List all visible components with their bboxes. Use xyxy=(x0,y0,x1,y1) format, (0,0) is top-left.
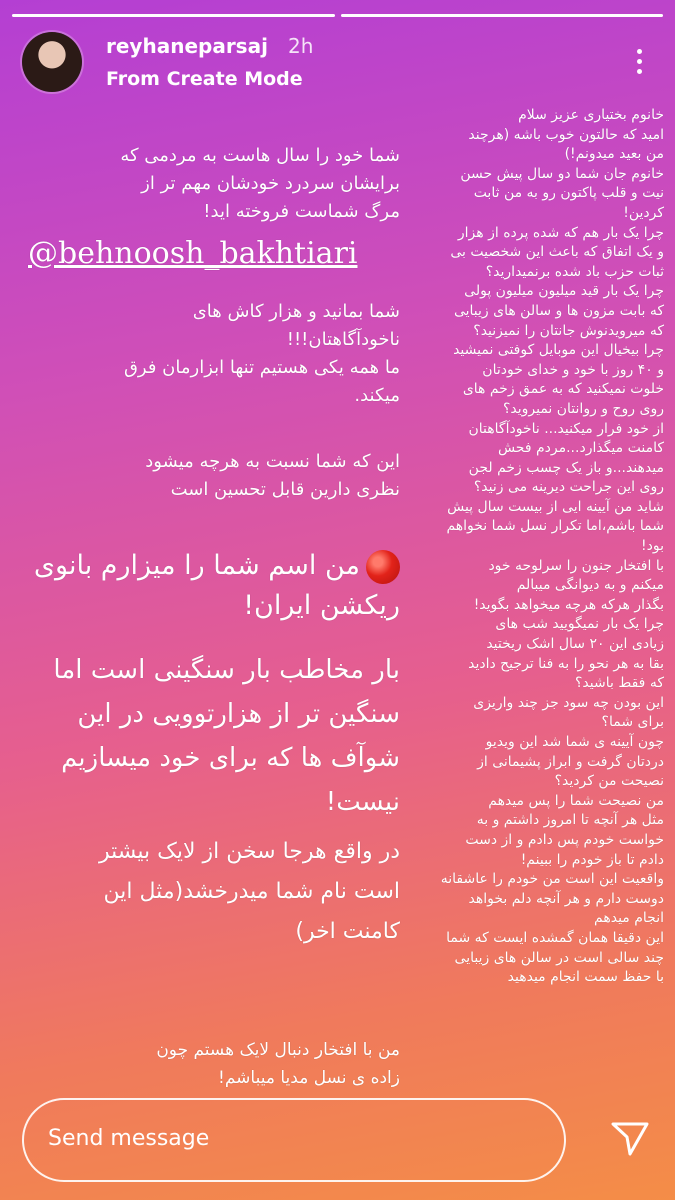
story-header xyxy=(22,32,653,96)
text-block-6: در واقع هرجا سخن از لایک بیشتر است نام شما میدرخشد(مثل این کامنت اخر) xyxy=(98,839,400,944)
progress-segment-1 xyxy=(12,14,335,17)
post-time: 2h xyxy=(288,34,314,58)
story-subtitle: From Create Mode xyxy=(106,68,303,90)
right-column-text: خانوم بختیاری عزیز سلام امید که حالتون خوب باشه (هرچند من بعید میدونم!) خانوم جان شما دو سال پیش حسن نیت و قلب پاکتون رو به من ثابت کردین! چرا یک بار هم که شده پرده از هزار و یک اتفاق که باعث این شخصیت بی ثبات حزب باد شده برنمیدارید؟ چرا یک بار قید میلیون میلیون پولی که بابت مزون ها و سالن های زیبایی که میرویدنوش جانتان را نمیزنید؟ چرا بیخیال این موبایل کوفتی نمیشید و ۴۰ روز با خود و خدای خودتان خلوت نمیکنید که به عمق زخم های روی روح و روانتان نمیروید؟ از خود فرار میکنید... ناخودآگاهتان کامنت میگذارد...مردم فحش میدهند...و باز یک چسب زخم لجن روی این جراحت دیرینه می زنید؟ شاید من آیینه ایی از بیست سال پیش شما باشم،اما تکرار نسل شما نخواهم بود! با افتخار جنون را سرلوحه خود میکنم و به دیوانگی میبالم بگذار هرکه هرچه میخواهد بگوید! چرا یک بار نمیگویید شب های زیادی این ۲۰ سال اشک ریختید بقا به هر نحو را به فنا ترجیح دادید که فقط باشید؟ این بودن چه سود جز چند واریزی برای شما؟ چون آیینه ی شما شد این ویدیو دردتان گرفت و ابراز پشیمانی از نصیحت من کردید؟ من نصیحت شما را پس میدهم مثل هر آنچه تا امروز داشتم و به خواست خودم پس دادم و از دست دادم تا باز خودم را ببینم! واقعیت این است من خودم را عاشقانه دوست دارم و هر آنچه دلم بخواهد انجام میدهم این دقیقا همان گمشده ایست که شما چند سالی است در سالن های زیبایی با حفظ سمت انجام میدهید xyxy=(440,107,664,986)
text-block-4: من اسم شما را میزارم بانوی ریکشن ایران! xyxy=(33,550,400,621)
text-block-7: من با افتخار دنبال لایک هستم چون زاده ی نسل مدیا میباشم! xyxy=(156,1040,400,1088)
text-block-3: این که شما نسبت به هرچه میشود نظری دارین قابل تحسین است xyxy=(145,451,400,500)
text-block-5: بار مخاطب بار سنگینی است اما سنگین تر از هزارتوویی در این شوآف ها که برای خود میسازیم نیست! xyxy=(53,655,400,817)
more-vertical-icon[interactable] xyxy=(631,46,647,78)
progress-segment-2 xyxy=(341,14,664,17)
mention-link[interactable]: @behnoosh_bakhtiari xyxy=(28,236,358,271)
avatar[interactable] xyxy=(22,32,82,92)
send-message-input[interactable] xyxy=(22,1098,566,1182)
text-block-4-container xyxy=(18,546,400,626)
send-icon[interactable] xyxy=(608,1116,652,1160)
red-circle-emoji-icon xyxy=(366,550,400,584)
send-message-placeholder: Send message xyxy=(48,1126,210,1151)
text-block-2: شما بمانید و هزار کاش های ناخودآگاهتان!!! ما همه یکی هستیم تنها ابزارمان فرق میکند. xyxy=(123,301,400,406)
username[interactable]: reyhaneparsaj xyxy=(106,34,268,58)
text-block-1: شما خود را سال هاست به مردمی که برایشان سردرد خودشان مهم تر از مرگ شماست فروخته اید! xyxy=(120,145,400,222)
story-progress-bar xyxy=(12,14,663,17)
